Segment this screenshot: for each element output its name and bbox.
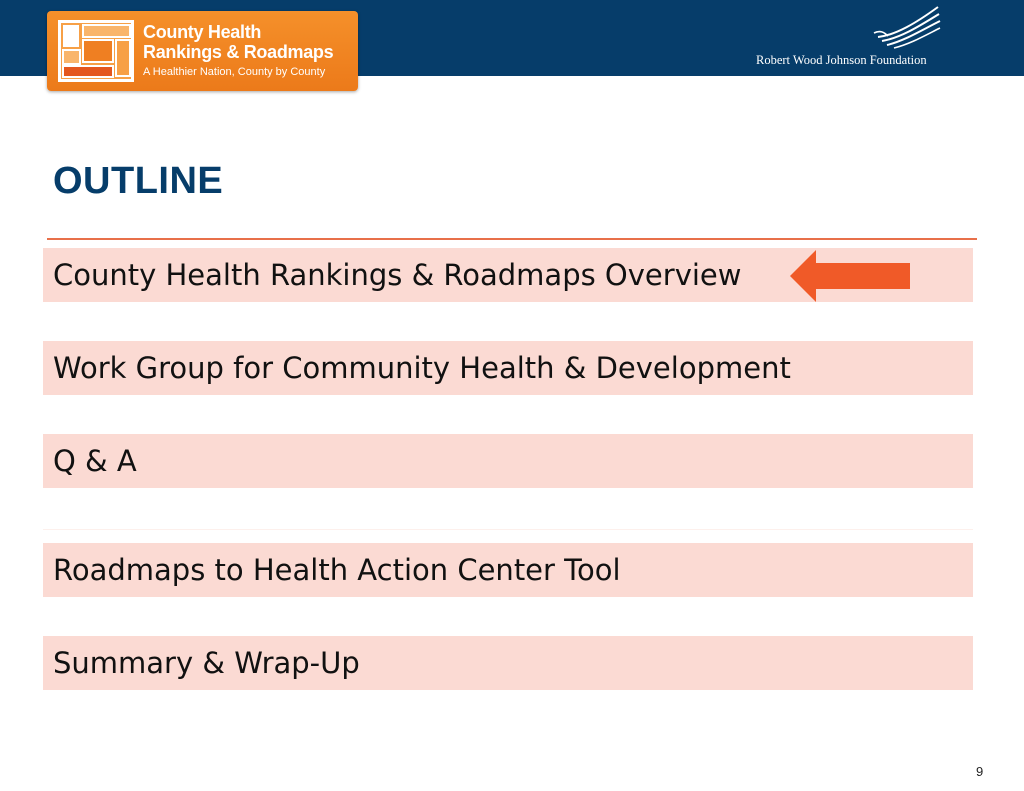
foundation-name: Robert Wood Johnson Foundation — [756, 53, 927, 67]
logo-tagline: A Healthier Nation, County by County — [143, 66, 326, 78]
outline-item-action-center: Roadmaps to Health Action Center Tool — [43, 543, 973, 597]
faint-divider — [43, 529, 973, 530]
page-number: 9 — [976, 764, 984, 779]
outline-item-overview: County Health Rankings & Roadmaps Overview — [43, 248, 973, 302]
outline-item-summary: Summary & Wrap-Up — [43, 636, 973, 690]
slide-title: OUTLINE — [53, 160, 224, 202]
arrow-left-icon — [788, 250, 912, 302]
title-rule — [47, 238, 977, 240]
outline-item-work-group: Work Group for Community Health & Development — [43, 341, 973, 395]
logo-title-line1: County Health — [143, 22, 262, 42]
map-grid-icon — [58, 20, 134, 82]
logo-title-line2: Rankings & Roadmaps — [143, 42, 334, 62]
chrr-logo — [47, 11, 358, 91]
wing-icon — [872, 5, 944, 51]
outline-item-q-and-a: Q & A — [43, 434, 973, 488]
